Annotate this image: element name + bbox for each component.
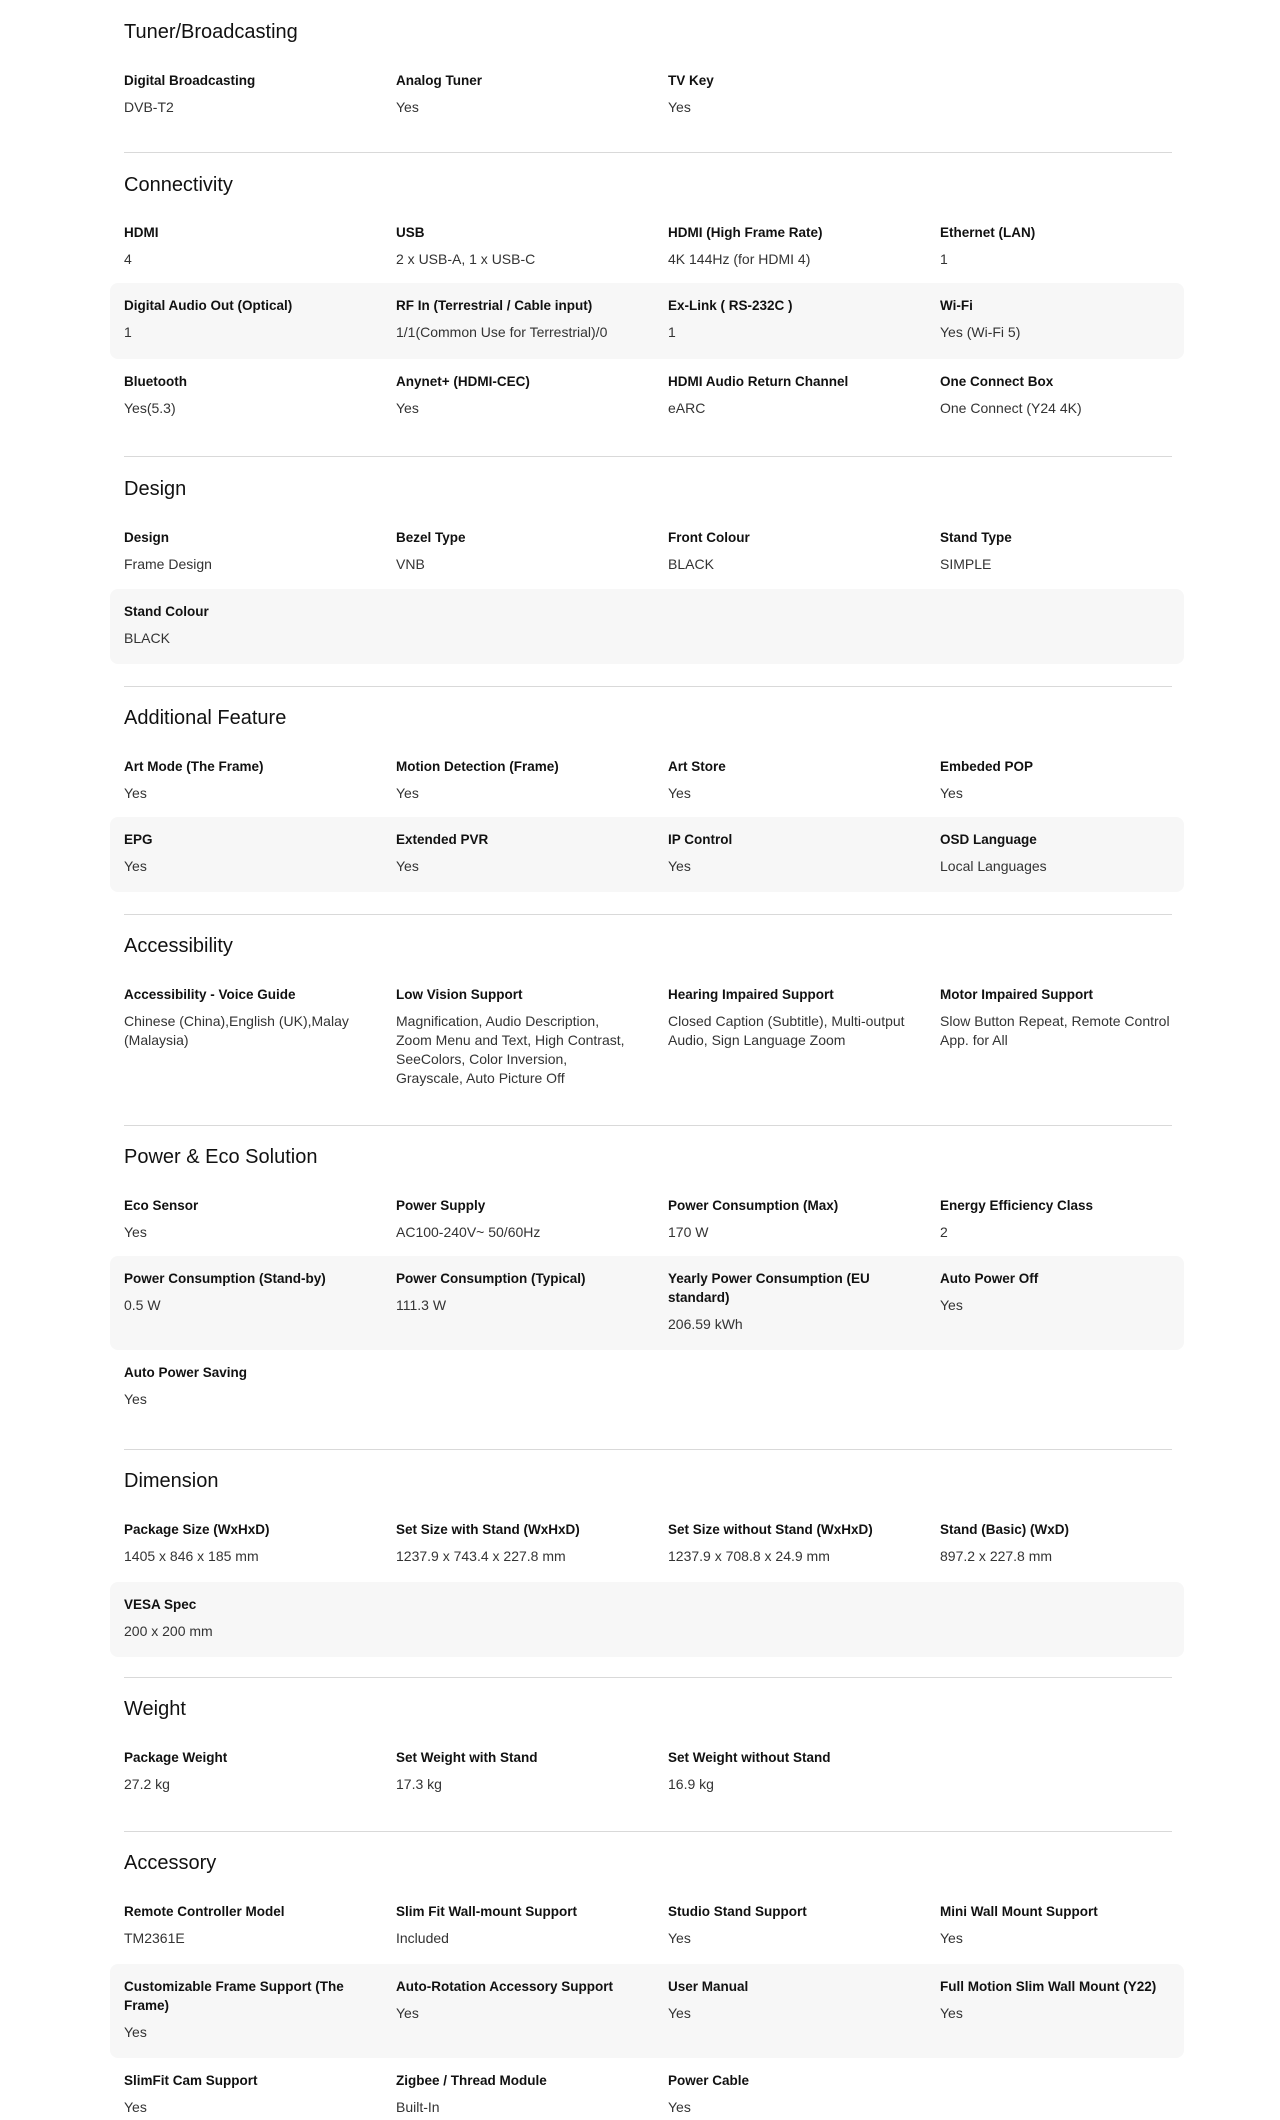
- spec-item-front-colour: [668, 528, 908, 574]
- spec-value: 1237.9 x 708.8 x 24.9 mm: [668, 1548, 830, 1564]
- spec-row: [110, 972, 1184, 1086]
- spec-row: [110, 1183, 1184, 1256]
- spec-item-power-consumption-typical: [396, 1269, 636, 1315]
- spec-item-one-connect-box: [940, 372, 1180, 418]
- section-title: Weight: [124, 1698, 186, 1720]
- spec-item-studio-stand-support: [668, 1902, 908, 1948]
- spec-label: Analog Tuner: [396, 73, 482, 88]
- spec-label: Set Weight without Stand: [668, 1750, 831, 1765]
- spec-item-hdmi: [124, 223, 364, 269]
- spec-item-power-consumption-max: [668, 1196, 908, 1242]
- spec-item-extended-pvr: [396, 830, 636, 876]
- spec-label: Package Weight: [124, 1750, 228, 1765]
- spec-label: Auto-Rotation Accessory Support: [396, 1979, 614, 1994]
- spec-item-package-weight: [124, 1748, 364, 1794]
- spec-item-art-store: [668, 757, 908, 803]
- spec-item-digital-broadcasting: [124, 71, 364, 117]
- spec-label: Hearing Impaired Support: [668, 987, 834, 1002]
- spec-label: Remote Controller Model: [124, 1904, 285, 1919]
- spec-value: 1237.9 x 743.4 x 227.8 mm: [396, 1548, 566, 1564]
- spec-value: Local Languages: [940, 858, 1047, 874]
- spec-value: 206.59 kWh: [668, 1316, 743, 1332]
- spec-value: TM2361E: [124, 1930, 185, 1946]
- spec-value: 27.2 kg: [124, 1776, 170, 1792]
- spec-value: Yes (Wi-Fi 5): [940, 324, 1021, 340]
- spec-value: Yes(5.3): [124, 400, 176, 416]
- spec-row: [110, 1256, 1184, 1350]
- spec-item-vesa-spec: [124, 1595, 364, 1641]
- section-title: Accessibility: [124, 935, 233, 957]
- spec-value: Closed Caption (Subtitle), Multi-output Audio, Sign Language Zoom: [668, 1013, 905, 1048]
- spec-item-wi-fi: [940, 296, 1180, 342]
- spec-label: Auto Power Off: [940, 1271, 1039, 1286]
- spec-label: Customizable Frame Support (The Frame): [124, 1979, 344, 2013]
- spec-label: Set Size with Stand (WxHxD): [396, 1522, 580, 1537]
- spec-item-bezel-type: [396, 528, 636, 574]
- spec-value: Yes: [668, 1930, 691, 1946]
- spec-item-zigbee-thread-module: [396, 2071, 636, 2117]
- spec-label: Power Consumption (Typical): [396, 1271, 586, 1286]
- spec-value: VNB: [396, 556, 425, 572]
- section-divider: [124, 1449, 1172, 1450]
- spec-label: Stand (Basic) (WxD): [940, 1522, 1070, 1537]
- spec-label: Wi-Fi: [940, 298, 973, 313]
- spec-row: [110, 817, 1184, 892]
- spec-row: [110, 1889, 1184, 1964]
- spec-label: Set Weight with Stand: [396, 1750, 538, 1765]
- spec-label: Slim Fit Wall-mount Support: [396, 1904, 577, 1919]
- spec-label: Motion Detection (Frame): [396, 759, 559, 774]
- spec-label: OSD Language: [940, 832, 1037, 847]
- spec-value: Yes: [124, 2024, 147, 2040]
- spec-row: [110, 2058, 1184, 2120]
- section-title: Connectivity: [124, 174, 233, 196]
- spec-item-tv-key: [668, 71, 908, 117]
- spec-item-slim-fit-wall-mount-support: [396, 1902, 636, 1948]
- spec-value: Yes: [396, 785, 419, 801]
- spec-item-motion-detection-frame: [396, 757, 636, 803]
- spec-label: Yearly Power Consumption (EU standard): [668, 1271, 870, 1305]
- spec-value: Yes: [668, 99, 691, 115]
- spec-value: Yes: [668, 2005, 691, 2021]
- spec-row: [110, 1507, 1184, 1582]
- section-divider: [124, 456, 1172, 457]
- spec-value: Included: [396, 1930, 449, 1946]
- spec-label: Set Size without Stand (WxHxD): [668, 1522, 873, 1537]
- spec-value: Yes: [940, 2005, 963, 2021]
- spec-label: Mini Wall Mount Support: [940, 1904, 1098, 1919]
- spec-label: Power Cable: [668, 2073, 750, 2088]
- spec-label: Full Motion Slim Wall Mount (Y22): [940, 1979, 1157, 1994]
- spec-value: 0.5 W: [124, 1297, 161, 1313]
- section-title: Design: [124, 478, 187, 500]
- spec-row: [110, 744, 1184, 817]
- spec-item-set-weight-with-stand: [396, 1748, 636, 1794]
- spec-value: 1: [124, 324, 132, 340]
- spec-item-embeded-pop: [940, 757, 1180, 803]
- spec-item-slimfit-cam-support: [124, 2071, 364, 2117]
- spec-item-auto-rotation-accessory-support: [396, 1977, 636, 2023]
- section-title: Tuner/Broadcasting: [124, 21, 298, 43]
- spec-item-power-consumption-stand-by: [124, 1269, 364, 1315]
- spec-label: Design: [124, 530, 170, 545]
- spec-label: Anynet+ (HDMI-CEC): [396, 374, 530, 389]
- spec-item-stand-type: [940, 528, 1180, 574]
- spec-label: SlimFit Cam Support: [124, 2073, 258, 2088]
- spec-value: Yes: [124, 858, 147, 874]
- spec-value: SIMPLE: [940, 556, 992, 572]
- spec-value: Built-In: [396, 2099, 440, 2115]
- spec-label: USB: [396, 225, 425, 240]
- spec-value: BLACK: [124, 630, 170, 646]
- spec-value: 16.9 kg: [668, 1776, 714, 1792]
- spec-value: Chinese (China),English (UK),Malay (Malaysia): [124, 1013, 349, 1048]
- spec-value: eARC: [668, 400, 706, 416]
- spec-value: 111.3 W: [396, 1297, 447, 1313]
- spec-label: Energy Efficiency Class: [940, 1198, 1094, 1213]
- spec-item-digital-audio-out-optical: [124, 296, 364, 342]
- spec-value: Yes: [396, 858, 419, 874]
- spec-label: Accessibility - Voice Guide: [124, 987, 296, 1002]
- spec-label: Studio Stand Support: [668, 1904, 807, 1919]
- section-divider: [124, 1677, 1172, 1678]
- spec-value: 170 W: [668, 1224, 709, 1240]
- spec-label: Stand Type: [940, 530, 1012, 545]
- spec-item-remote-controller-model: [124, 1902, 364, 1948]
- spec-item-analog-tuner: [396, 71, 636, 117]
- section-divider: [124, 1125, 1172, 1126]
- spec-value: 1/1(Common Use for Terrestrial)/0: [396, 324, 608, 340]
- spec-value: One Connect (Y24 4K): [940, 400, 1082, 416]
- spec-value: Yes: [124, 1391, 147, 1407]
- section-divider: [124, 686, 1172, 687]
- spec-row: [110, 589, 1184, 664]
- spec-label: One Connect Box: [940, 374, 1054, 389]
- spec-row: [110, 1964, 1184, 2058]
- spec-item-yearly-power-consumption-eu-standard: [668, 1269, 908, 1334]
- section-title: Accessory: [124, 1852, 217, 1874]
- spec-label: Package Size (WxHxD): [124, 1522, 270, 1537]
- spec-value: 17.3 kg: [396, 1776, 442, 1792]
- spec-item-accessibility-voice-guide: [124, 985, 364, 1050]
- spec-item-energy-efficiency-class: [940, 1196, 1180, 1242]
- spec-value: 1: [940, 251, 948, 267]
- spec-value: Yes: [668, 785, 691, 801]
- spec-row: [110, 1582, 1184, 1657]
- spec-label: HDMI: [124, 225, 159, 240]
- spec-item-set-size-with-stand-wxhxd: [396, 1520, 636, 1566]
- spec-value: Yes: [124, 1224, 147, 1240]
- spec-label: Zigbee / Thread Module: [396, 2073, 547, 2088]
- spec-label: Ex-Link ( RS-232C ): [668, 298, 793, 313]
- spec-item-full-motion-slim-wall-mount-y22: [940, 1977, 1180, 2023]
- spec-item-eco-sensor: [124, 1196, 364, 1242]
- spec-value: AC100-240V~ 50/60Hz: [396, 1224, 541, 1240]
- spec-item-power-supply: [396, 1196, 636, 1242]
- spec-item-hdmi-high-frame-rate: [668, 223, 908, 269]
- spec-label: Motor Impaired Support: [940, 987, 1093, 1002]
- spec-value: 200 x 200 mm: [124, 1623, 213, 1639]
- spec-value: 1405 x 846 x 185 mm: [124, 1548, 259, 1564]
- spec-value: Slow Button Repeat, Remote Control App. for All: [940, 1013, 1170, 1048]
- spec-label: Eco Sensor: [124, 1198, 199, 1213]
- spec-value: Magnification, Audio Description, Zoom Menu and Text, High Contrast, SeeColors, Color Inversion, Grayscale, Auto Picture Off: [396, 1013, 625, 1086]
- spec-row: [110, 210, 1184, 288]
- spec-label: Bluetooth: [124, 374, 187, 389]
- spec-value: BLACK: [668, 556, 714, 572]
- spec-item-hearing-impaired-support: [668, 985, 908, 1050]
- spec-label: User Manual: [668, 1979, 749, 1994]
- spec-item-package-size-wxhxd: [124, 1520, 364, 1566]
- spec-item-usb: [396, 223, 636, 269]
- spec-item-osd-language: [940, 830, 1180, 876]
- spec-label: Digital Broadcasting: [124, 73, 256, 88]
- spec-label: VESA Spec: [124, 1597, 197, 1612]
- spec-label: Low Vision Support: [396, 987, 523, 1002]
- section-title: Dimension: [124, 1470, 219, 1492]
- spec-item-ethernet-lan: [940, 223, 1180, 269]
- spec-item-auto-power-off: [940, 1269, 1180, 1315]
- spec-value: DVB-T2: [124, 99, 174, 115]
- spec-label: Front Colour: [668, 530, 750, 545]
- spec-item-auto-power-saving: [124, 1363, 364, 1409]
- spec-label: TV Key: [668, 73, 714, 88]
- spec-item-bluetooth: [124, 372, 364, 418]
- spec-label: Extended PVR: [396, 832, 489, 847]
- spec-value: Yes: [940, 785, 963, 801]
- spec-item-epg: [124, 830, 364, 876]
- spec-item-stand-basic-wxd: [940, 1520, 1180, 1566]
- spec-label: Auto Power Saving: [124, 1365, 248, 1380]
- spec-row: [110, 1735, 1184, 1807]
- spec-item-user-manual: [668, 1977, 908, 2023]
- spec-item-motor-impaired-support: [940, 985, 1180, 1050]
- spec-row: [110, 515, 1184, 589]
- spec-label: HDMI Audio Return Channel: [668, 374, 849, 389]
- spec-item-ex-link-rs-232c: [668, 296, 908, 342]
- spec-value: Yes: [396, 99, 419, 115]
- spec-item-stand-colour: [124, 602, 364, 648]
- spec-label: HDMI (High Frame Rate): [668, 225, 823, 240]
- spec-label: Ethernet (LAN): [940, 225, 1036, 240]
- spec-label: Bezel Type: [396, 530, 466, 545]
- spec-item-low-vision-support: [396, 985, 636, 1088]
- spec-item-ip-control: [668, 830, 908, 876]
- spec-value: Yes: [668, 2099, 691, 2115]
- spec-item-design: [124, 528, 364, 574]
- spec-item-rf-in-terrestrial-cable-input: [396, 296, 636, 342]
- spec-label: Art Store: [668, 759, 726, 774]
- spec-value: Yes: [668, 858, 691, 874]
- spec-row: [110, 359, 1184, 437]
- section-divider: [124, 914, 1172, 915]
- spec-value: Yes: [396, 2005, 419, 2021]
- spec-item-mini-wall-mount-support: [940, 1902, 1180, 1948]
- spec-item-art-mode-the-frame: [124, 757, 364, 803]
- spec-label: EPG: [124, 832, 153, 847]
- spec-value: 897.2 x 227.8 mm: [940, 1548, 1053, 1564]
- spec-item-hdmi-audio-return-channel: [668, 372, 908, 418]
- spec-value: 2 x USB-A, 1 x USB-C: [396, 251, 536, 267]
- spec-label: Digital Audio Out (Optical): [124, 298, 293, 313]
- spec-value: 4: [124, 251, 132, 267]
- spec-item-anynet-hdmi-cec: [396, 372, 636, 418]
- spec-value: 2: [940, 1224, 948, 1240]
- spec-value: Yes: [124, 785, 147, 801]
- spec-row: [110, 58, 1184, 148]
- spec-row: [110, 1350, 1184, 1430]
- spec-item-set-weight-without-stand: [668, 1748, 908, 1794]
- spec-label: Power Supply: [396, 1198, 486, 1213]
- section-divider: [124, 152, 1172, 153]
- spec-label: RF In (Terrestrial / Cable input): [396, 298, 593, 313]
- section-title: Power & Eco Solution: [124, 1146, 318, 1168]
- section-divider: [124, 1831, 1172, 1832]
- spec-row: [110, 283, 1184, 359]
- spec-value: Yes: [396, 400, 419, 416]
- section-title: Additional Feature: [124, 707, 287, 729]
- spec-item-set-size-without-stand-wxhxd: [668, 1520, 908, 1566]
- spec-item-customizable-frame-support-the-frame: [124, 1977, 364, 2042]
- spec-value: 1: [668, 324, 676, 340]
- spec-value: 4K 144Hz (for HDMI 4): [668, 251, 811, 267]
- spec-value: Yes: [940, 1297, 963, 1313]
- spec-label: Power Consumption (Max): [668, 1198, 839, 1213]
- spec-label: Stand Colour: [124, 604, 209, 619]
- spec-label: Art Mode (The Frame): [124, 759, 264, 774]
- spec-label: IP Control: [668, 832, 733, 847]
- spec-label: Power Consumption (Stand-by): [124, 1271, 326, 1286]
- spec-value: Yes: [940, 1930, 963, 1946]
- spec-value: Frame Design: [124, 556, 212, 572]
- spec-value: Yes: [124, 2099, 147, 2115]
- spec-item-power-cable: [668, 2071, 908, 2117]
- spec-label: Embeded POP: [940, 759, 1034, 774]
